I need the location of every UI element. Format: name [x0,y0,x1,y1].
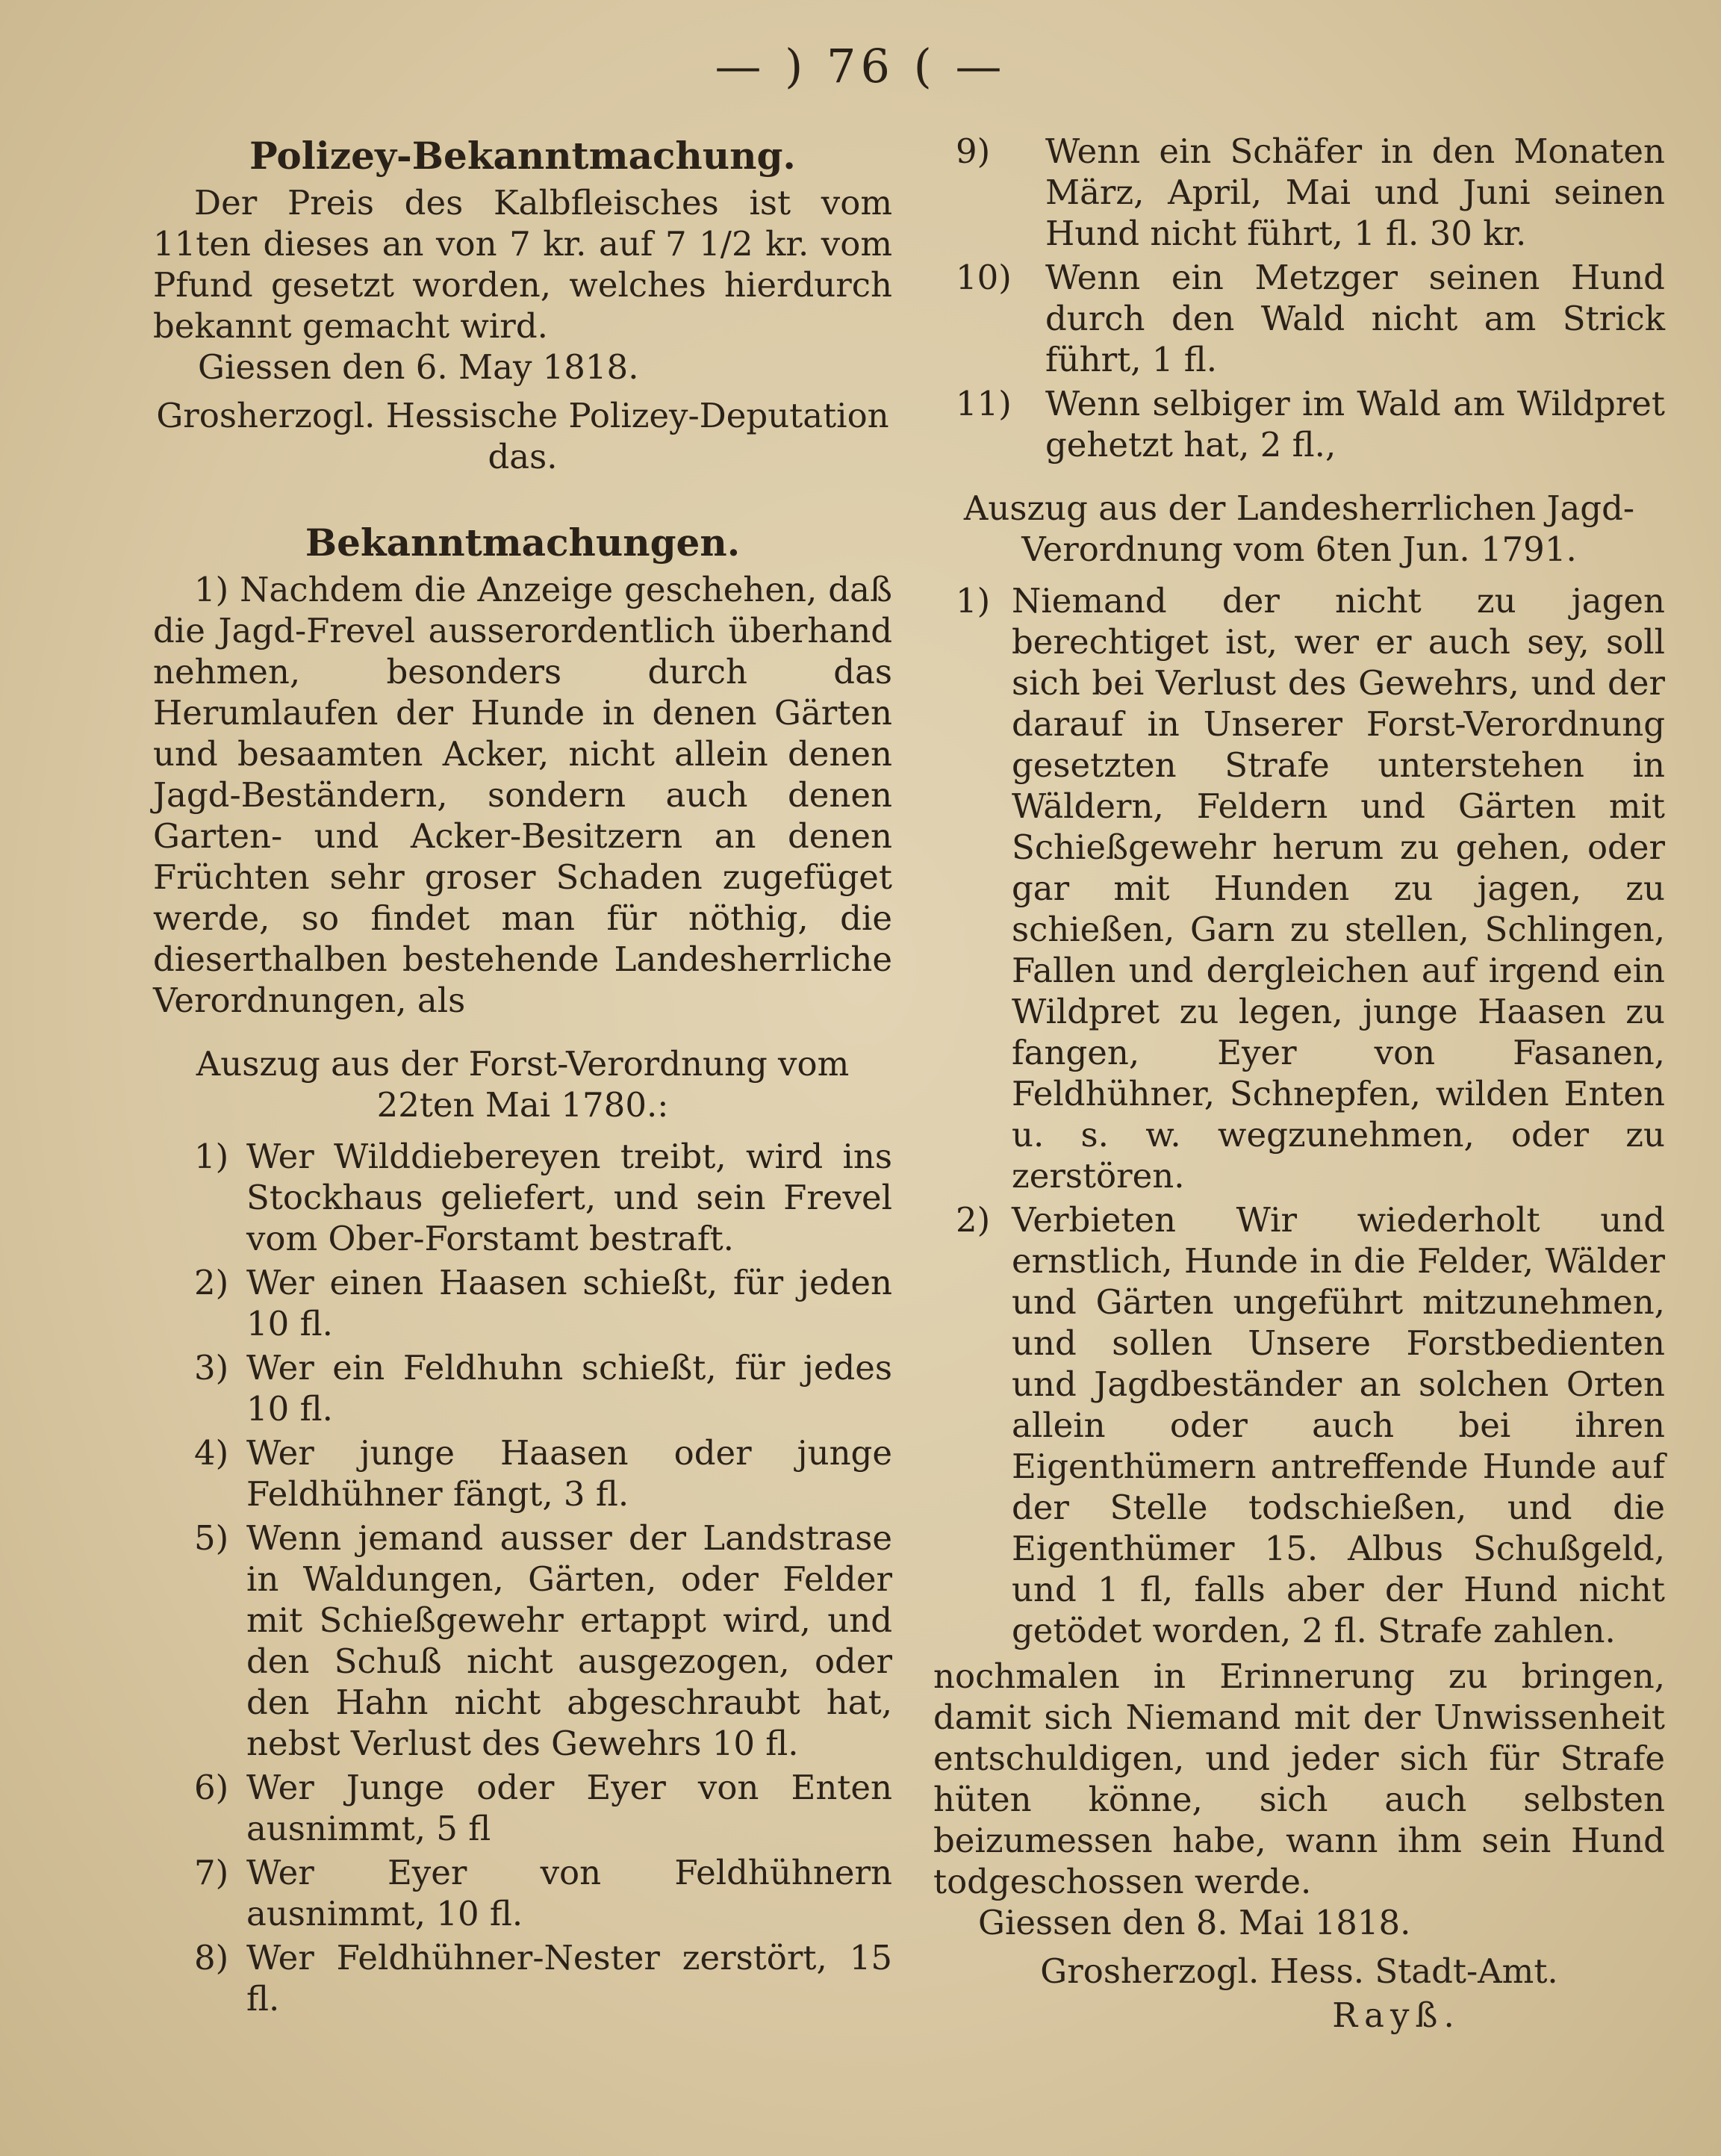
item-text: Wenn ein Metzger seinen Hund durch den Wald nicht am Strick führt, 1 fl. [1045,258,1665,379]
item-text: Wer Junge oder Eyer von Enten ausnimmt, 5 fl [246,1768,892,1848]
item-number: 7) [194,1853,229,1892]
item-number: 9) [956,131,991,171]
list-item [153,1347,892,1429]
list-item [153,1852,892,1934]
item-number: 6) [194,1768,229,1807]
list-item [153,1432,892,1515]
list-item [153,1136,892,1259]
announcement-text: 1) Nachdem die Anzeige geschehen, daß die Jagd-Frevel ausserordentlich überhand nehmen, besonders durch das Herumlaufen der Hunde in denen Gärten und besaamten Acker, nicht allein denen Jagd-Beständern, sondern auch denen Garten- und Acker-Besitzern an denen Früchten sehr groser Schaden zugefüget werde, so findet man für nöthig, die dieserthalben bestehende Landesherrliche Verordnungen, als [153,570,892,1020]
right-column [933,131,1665,2036]
item-number: 10) [956,258,1012,297]
item-text: Wer einen Haasen schießt, für jeden 10 fl. [246,1263,892,1343]
item-text: Wer junge Haasen oder junge Feldhühner fängt, 3 fl. [246,1433,892,1514]
item-number: 2) [956,1200,991,1240]
item-text: Niemand der nicht zu jagen berechtiget ist, wer er auch sey, soll sich bei Verlust des Gewehrs, und der darauf in Unserer Forst-Verordnung gesetzten Strafe unterstehen in Wäldern, Feldern und Gärten mit Schießgewehr herum zu gehen, oder gar mit Hunden zu jagen, zu schießen, Garn zu stellen, Schlingen, Fallen und dergleichen auf irgend ein Wildpret zu legen, junge Haasen zu fangen, Eyer von Fasanen, Feldhühner, Schnepfen, wilden Enten u. s. w. wegzunehmen, oder zu zerstören. [1012,581,1665,1196]
list-item [933,257,1665,380]
signature-office: Grosherzogl. Hess. Stadt-Amt. [1040,1951,1558,1991]
closing-text: nochmalen in Erinnerung zu bringen, damit sich Niemand mit der Unwissenheit entschuldigen, und jeder sich für Strafe hüten könne, sich auch selbsten beizumessen habe, wann ihm sein Hund todgeschossen werde. [933,1656,1665,1901]
item-text: Wer Wilddiebereyen treibt, wird ins Stockhaus geliefert, und sein Frevel vom Ober-Forstamt bestraft. [246,1137,892,1258]
forest-ordinance-title: Auszug aus der Forst-Verordnung vom 22ten Mai 1780.: [196,1044,850,1125]
police-notice-text: Der Preis des Kalbfleisches ist vom 11ten dieses an von 7 kr. auf 7 1/2 kr. vom Pfund gesetzt worden, welches hierdurch bekannt gemacht wird. [153,183,892,346]
list-item [153,1262,892,1344]
police-notice-title: Polizey-Bekanntmachung. [249,134,796,178]
item-text: Wer ein Feldhuhn schießt, für jedes 10 fl. [246,1348,892,1429]
list-item [933,383,1665,465]
item-number: 1) [194,1137,229,1176]
list-item [153,1767,892,1849]
item-text: Wenn ein Schäfer in den Monaten März, April, Mai und Juni seinen Hund nicht führt, 1 fl. 30 kr. [1045,131,1665,253]
item-number: 8) [194,1938,229,1978]
item-text: Verbieten Wir wiederholt und ernstlich, Hunde in die Felder, Wälder und Gärten ungeführt mitzunehmen, und sollen Unsere Forstbedienten und Jagdbeständer an solchen Orten allein oder auch bei ihren Eigenthümern antreffende Hunde auf der Stelle todschießen, und die Eigenthümer 15. Albus Schußgeld, und 1 fl, falls aber der Hund nicht getödet worden, 2 fl. Strafe zahlen. [1012,1200,1665,1650]
page-number: — ) 76 ( — [715,39,1006,93]
item-number: 1) [956,581,991,621]
item-text: Wer Eyer von Feldhühnern ausnimmt, 10 fl. [246,1853,892,1933]
list-item [933,131,1665,254]
left-column [153,131,892,2022]
item-text: Wenn jemand ausser der Landstrase in Waldungen, Gärten, oder Felder mit Schießgewehr ertappt wird, und den Schuß nicht ausgezogen, oder den Hahn nicht abgeschraubt hat, nebst Verlust des Gewehrs 10 fl. [246,1518,892,1763]
signature-name: Rayß. [1332,1995,1460,2035]
list-item [933,1199,1665,1651]
police-notice-office: Grosherzogl. Hessische Polizey-Deputation das. [156,396,889,476]
signature-date: Giessen den 8. Mai 1818. [978,1903,1411,1942]
item-text: Wenn selbiger im Wald am Wildpret gehetzt hat, 2 fl., [1045,384,1665,465]
police-notice-date: Giessen den 6. May 1818. [198,347,639,387]
item-number: 2) [194,1263,229,1302]
item-number: 11) [956,384,1012,423]
item-number: 4) [194,1433,229,1473]
list-item [153,1937,892,2019]
hunting-ordinance-title: Auszug aus der Landesherrlichen Jagd-Verordnung vom 6ten Jun. 1791. [963,488,1635,569]
item-number: 3) [194,1348,229,1388]
item-text: Wer Feldhühner-Nester zerstört, 15 fl. [246,1938,892,2019]
list-item [153,1517,892,1764]
announcements-title: Bekanntmachungen. [305,521,741,565]
item-number: 5) [194,1518,229,1558]
list-item [933,580,1665,1196]
